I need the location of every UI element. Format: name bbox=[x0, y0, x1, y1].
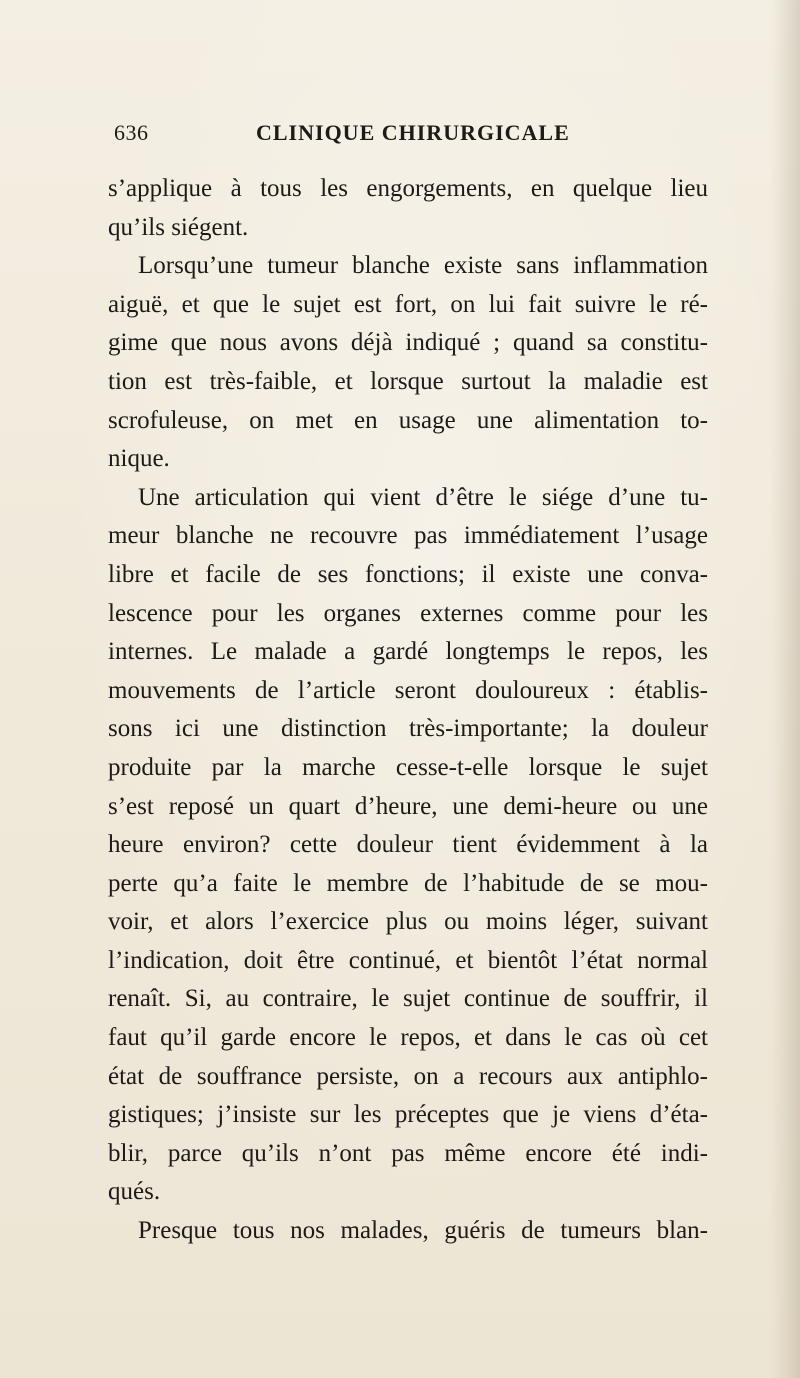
text-line: heure environ? cette douleur tient évidemment à la bbox=[108, 831, 708, 859]
text-line: Une articulation qui vient d’être le siége d’une tu- bbox=[138, 483, 708, 511]
text-line: état de souffrance persiste, on a recours aux antiphlo- bbox=[108, 1062, 708, 1090]
text-line: produite par la marche cesse-t-elle lorsque le sujet bbox=[108, 753, 708, 781]
text-line: voir, et alors l’exercice plus ou moins léger, suivant bbox=[108, 908, 708, 936]
text-line: mouvements de l’article seront douloureux : établis- bbox=[108, 676, 708, 704]
text-line: scrofuleuse, on met en usage une alimentation to- bbox=[108, 406, 708, 434]
text-line: qués. bbox=[108, 1178, 161, 1206]
text-line: Presque tous nos malades, guéris de tumeurs blan- bbox=[138, 1217, 708, 1245]
text-line: Lorsqu’une tumeur blanche existe sans inflammation bbox=[138, 252, 708, 280]
page-header bbox=[114, 120, 674, 150]
text-line: l’indication, doit être continué, et bientôt l’état normal bbox=[108, 946, 708, 974]
text-line: renaît. Si, au contraire, le sujet continue de souffrir, il bbox=[108, 985, 708, 1013]
text-line: libre et facile de ses fonctions; il existe une conva- bbox=[108, 560, 708, 588]
text-line: s’applique à tous les engorgements, en quelque lieu bbox=[108, 175, 708, 202]
text-line: perte qu’a faite le membre de l’habitude de se mou- bbox=[108, 869, 708, 897]
running-title: CLINIQUE CHIRURGICALE bbox=[256, 120, 570, 145]
page-edge-shadow bbox=[770, 0, 800, 1378]
text-line: gistiques; j’insiste sur les préceptes que je viens d’éta- bbox=[108, 1101, 708, 1129]
text-line: nique. bbox=[108, 445, 170, 473]
text-line: faut qu’il garde encore le repos, et dans le cas où cet bbox=[108, 1024, 708, 1052]
text-line: tion est très-faible, et lorsque surtout la maladie est bbox=[108, 367, 708, 395]
text-line: blir, parce qu’ils n’ont pas même encore été indi- bbox=[108, 1139, 708, 1167]
text-line: gime que nous avons déjà indiqué ; quand sa constitu- bbox=[108, 329, 708, 357]
text-line: s’est reposé un quart d’heure, une demi-heure ou une bbox=[108, 792, 708, 820]
text-line: sons ici une distinction très-importante; la douleur bbox=[108, 715, 708, 743]
text-line: qu’ils siégent. bbox=[108, 213, 249, 241]
text-line: meur blanche ne recouvre pas immédiatement l’usage bbox=[108, 522, 708, 550]
text-line: lescence pour les organes externes comme pour les bbox=[108, 599, 708, 627]
page-number: 636 bbox=[114, 120, 149, 145]
text-line: aiguë, et que le sujet est fort, on lui fait suivre le ré- bbox=[108, 290, 708, 318]
body-text bbox=[108, 170, 708, 1251]
text-line: internes. Le malade a gardé longtemps le repos, les bbox=[108, 638, 708, 666]
